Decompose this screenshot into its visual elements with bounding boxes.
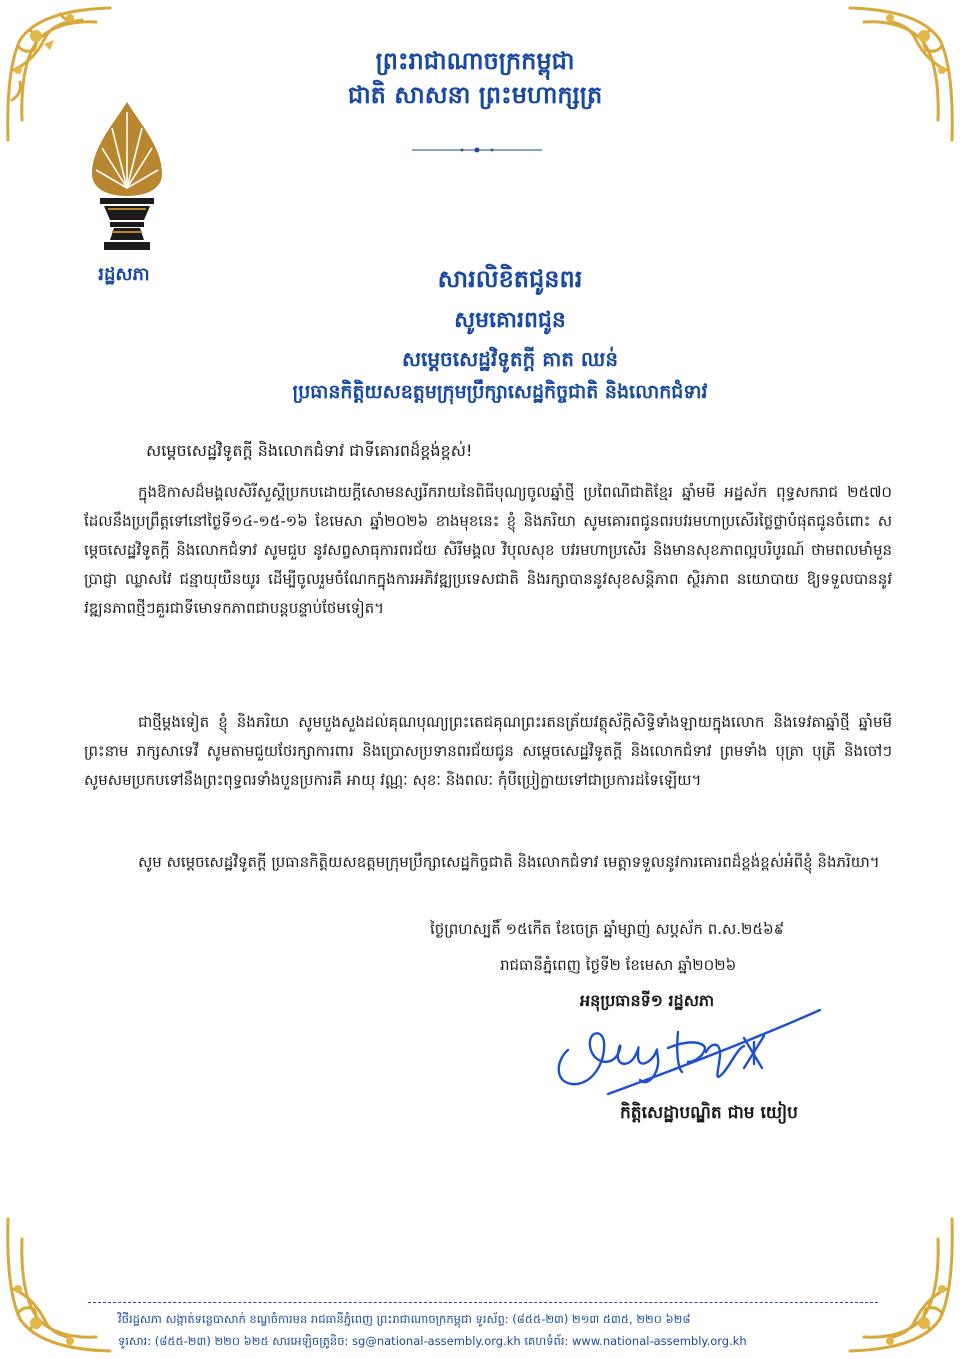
kingdom-name: ព្រះរាជាណាចក្រកម្ពុជា bbox=[375, 46, 575, 75]
divider-ornament-icon bbox=[412, 146, 542, 154]
national-assembly-emblem-icon bbox=[82, 98, 172, 256]
footer-divider bbox=[88, 1302, 878, 1303]
signer-name: កិត្តិសេដ្ឋាបណ្ឌិត ជាម យៀប bbox=[620, 1103, 798, 1123]
recipient-title: ប្រធានកិត្តិយសឧត្តមក្រុមប្រឹក្សាសេដ្ឋកិច្ចជាតិ និងលោកជំទាវ bbox=[292, 381, 708, 403]
lunar-date: ថ្ងៃព្រហស្បតិ៍ ១៥កើត ខែចេត្រ ឆ្នាំម្សាញ់ សប្តស័ក ព.ស.២៥៦៩ bbox=[430, 920, 785, 938]
place-date: រាជធានីភ្នំពេញ ថ្ងៃទី២ ខែមេសា ឆ្នាំ២០២៦ bbox=[500, 956, 737, 974]
paragraph-closing: សូម សម្តេចសេដ្ឋវិទូតក្តី ប្រធានកិត្តិយសឧត្តមក្រុមប្រឹក្សាសេដ្ឋកិច្ចជាតិ និងលោកជំទាវ មេត្តាទទួលនូវការគោរពដ៏ខ្ពង់ខ្ពស់អំពីខ្ញុំ និងភរិយា។ bbox=[138, 853, 880, 871]
kingdom-header bbox=[300, 44, 650, 112]
paragraph-blessings: ជាថ្មីម្តងទៀត ខ្ញុំ និងភរិយា សូមបួងសួងដល់គុណបុណ្យព្រះតេជគុណព្រះរតនត្រ័យវត្ថុស័ក្តិសិទ្ធិទាំងឡាយក្នុងលោក និងទេវតាឆ្នាំថ្មី ឆ្នាំមមី ព្រះនាម រាក្សសាទេវី សូមតាមជួយថែរក្សាការពារ និងប្រោសប្រទានពរជ័យជូន សម្តេចសេដ្ឋវិទូតក្តី និងលោកជំទាវ ព្រមទាំង បុត្រា បុត្រី និងចៅៗ សូមសមប្រកបទៅនឹងព្រះពុទ្ធពរទាំងបួនប្រការគឺ អាយុ វណ្ណៈ សុខៈ និងពលៈ កុំបីប្រៀក្លាយទៅជាប្រការដទៃឡើយ។ bbox=[84, 713, 892, 789]
greeting: សម្តេចសេដ្ឋវិទូតក្តី និងលោកជំទាវ ជាទីគោរពដ៏ខ្ពង់ខ្ពស់! bbox=[146, 441, 473, 460]
respectfully-to: សូមគោរពជូន bbox=[454, 307, 566, 333]
institution-label: រដ្ឋសភា bbox=[98, 264, 150, 285]
letter-title: សារលិខិតជូនពរ bbox=[437, 264, 583, 293]
recipient-name: សម្តេចសេដ្ឋវិទូតក្តី គាត ឈន់ bbox=[401, 347, 619, 371]
paragraph-wishes: ក្នុងឱកាសដ៏មង្គលសិរីសួស្តីប្រកបដោយក្តីសោមនស្សរីករាយនៃពិធីបុណ្យចូលឆ្នាំថ្មី ប្រពៃណីជាតិខ្មែរ ឆ្នាំមមី អដ្ឋស័ក ពុទ្ធសករាជ ២៥៧០ ដែលនឹងប្រព្រឹត្តទៅនៅថ្ងៃទី១៤-១៥-១៦ ខែមេសា ឆ្នាំ២០២៦ ខាងមុខនេះ ខ្ញុំ និងភរិយា សូមគោរពជូនពរបវរមហាប្រសើរថ្លៃថ្លាបំផុតជូនចំពោះ សម្តេចសេដ្ឋវិទូតក្តី និងលោកជំទាវ សូមជួប នូវសព្វសាធុការពរជ័យ សិរីមង្គល វិបុលសុខ បវរមហាប្រសើរ និងមានសុខភាពល្អបរិបូរណ៍ ថាមពលមាំមួន ប្រាជ្ញា ឈ្លាសវៃ ជន្មាយុយឺនយូរ ដើម្បីចូលរួមចំណែកក្នុងការអភិវឌ្ឍប្រទេសជាតិ និងរក្សាបាននូវសុខសន្តិភាព ស្ថិរភាព នយោបាយ ឱ្យទទួលបាននូវវឌ្ឍនភាពថ្មីៗគួរជាទីមោទកភាពជាបន្តបន្ទាប់ថែមទៀត។ bbox=[84, 483, 892, 617]
signer-title: អនុប្រធានទី១ រដ្ឋសភា bbox=[580, 991, 715, 1010]
footer-address: វិថីរដ្ឋសភា សង្កាត់ទន្លេបាសាក់ ខណ្ឌចំការមន រាជធានីភ្នំពេញ ព្រះរាជាណាចក្រកម្ពុជា ទូរស័ព្ទ: (៨៥៥-២៣) ២១៣ ៥៣៥, ២២០ ៦២៨ bbox=[118, 1312, 691, 1326]
corner-ornament-icon bbox=[810, 0, 960, 150]
national-motto: ជាតិ សាសនា ព្រះមហាក្សត្រ bbox=[347, 80, 603, 109]
footer-contact: ទូរសារ: (៨៥៥-២៣) ២២០ ៦២៥ សារអេឡិចត្រូនិច: sg@national-assembly.org.kh គេហទំព័រ: www.national-assembly.org.kh bbox=[118, 1334, 747, 1348]
handwritten-signature-icon bbox=[548, 1002, 828, 1102]
